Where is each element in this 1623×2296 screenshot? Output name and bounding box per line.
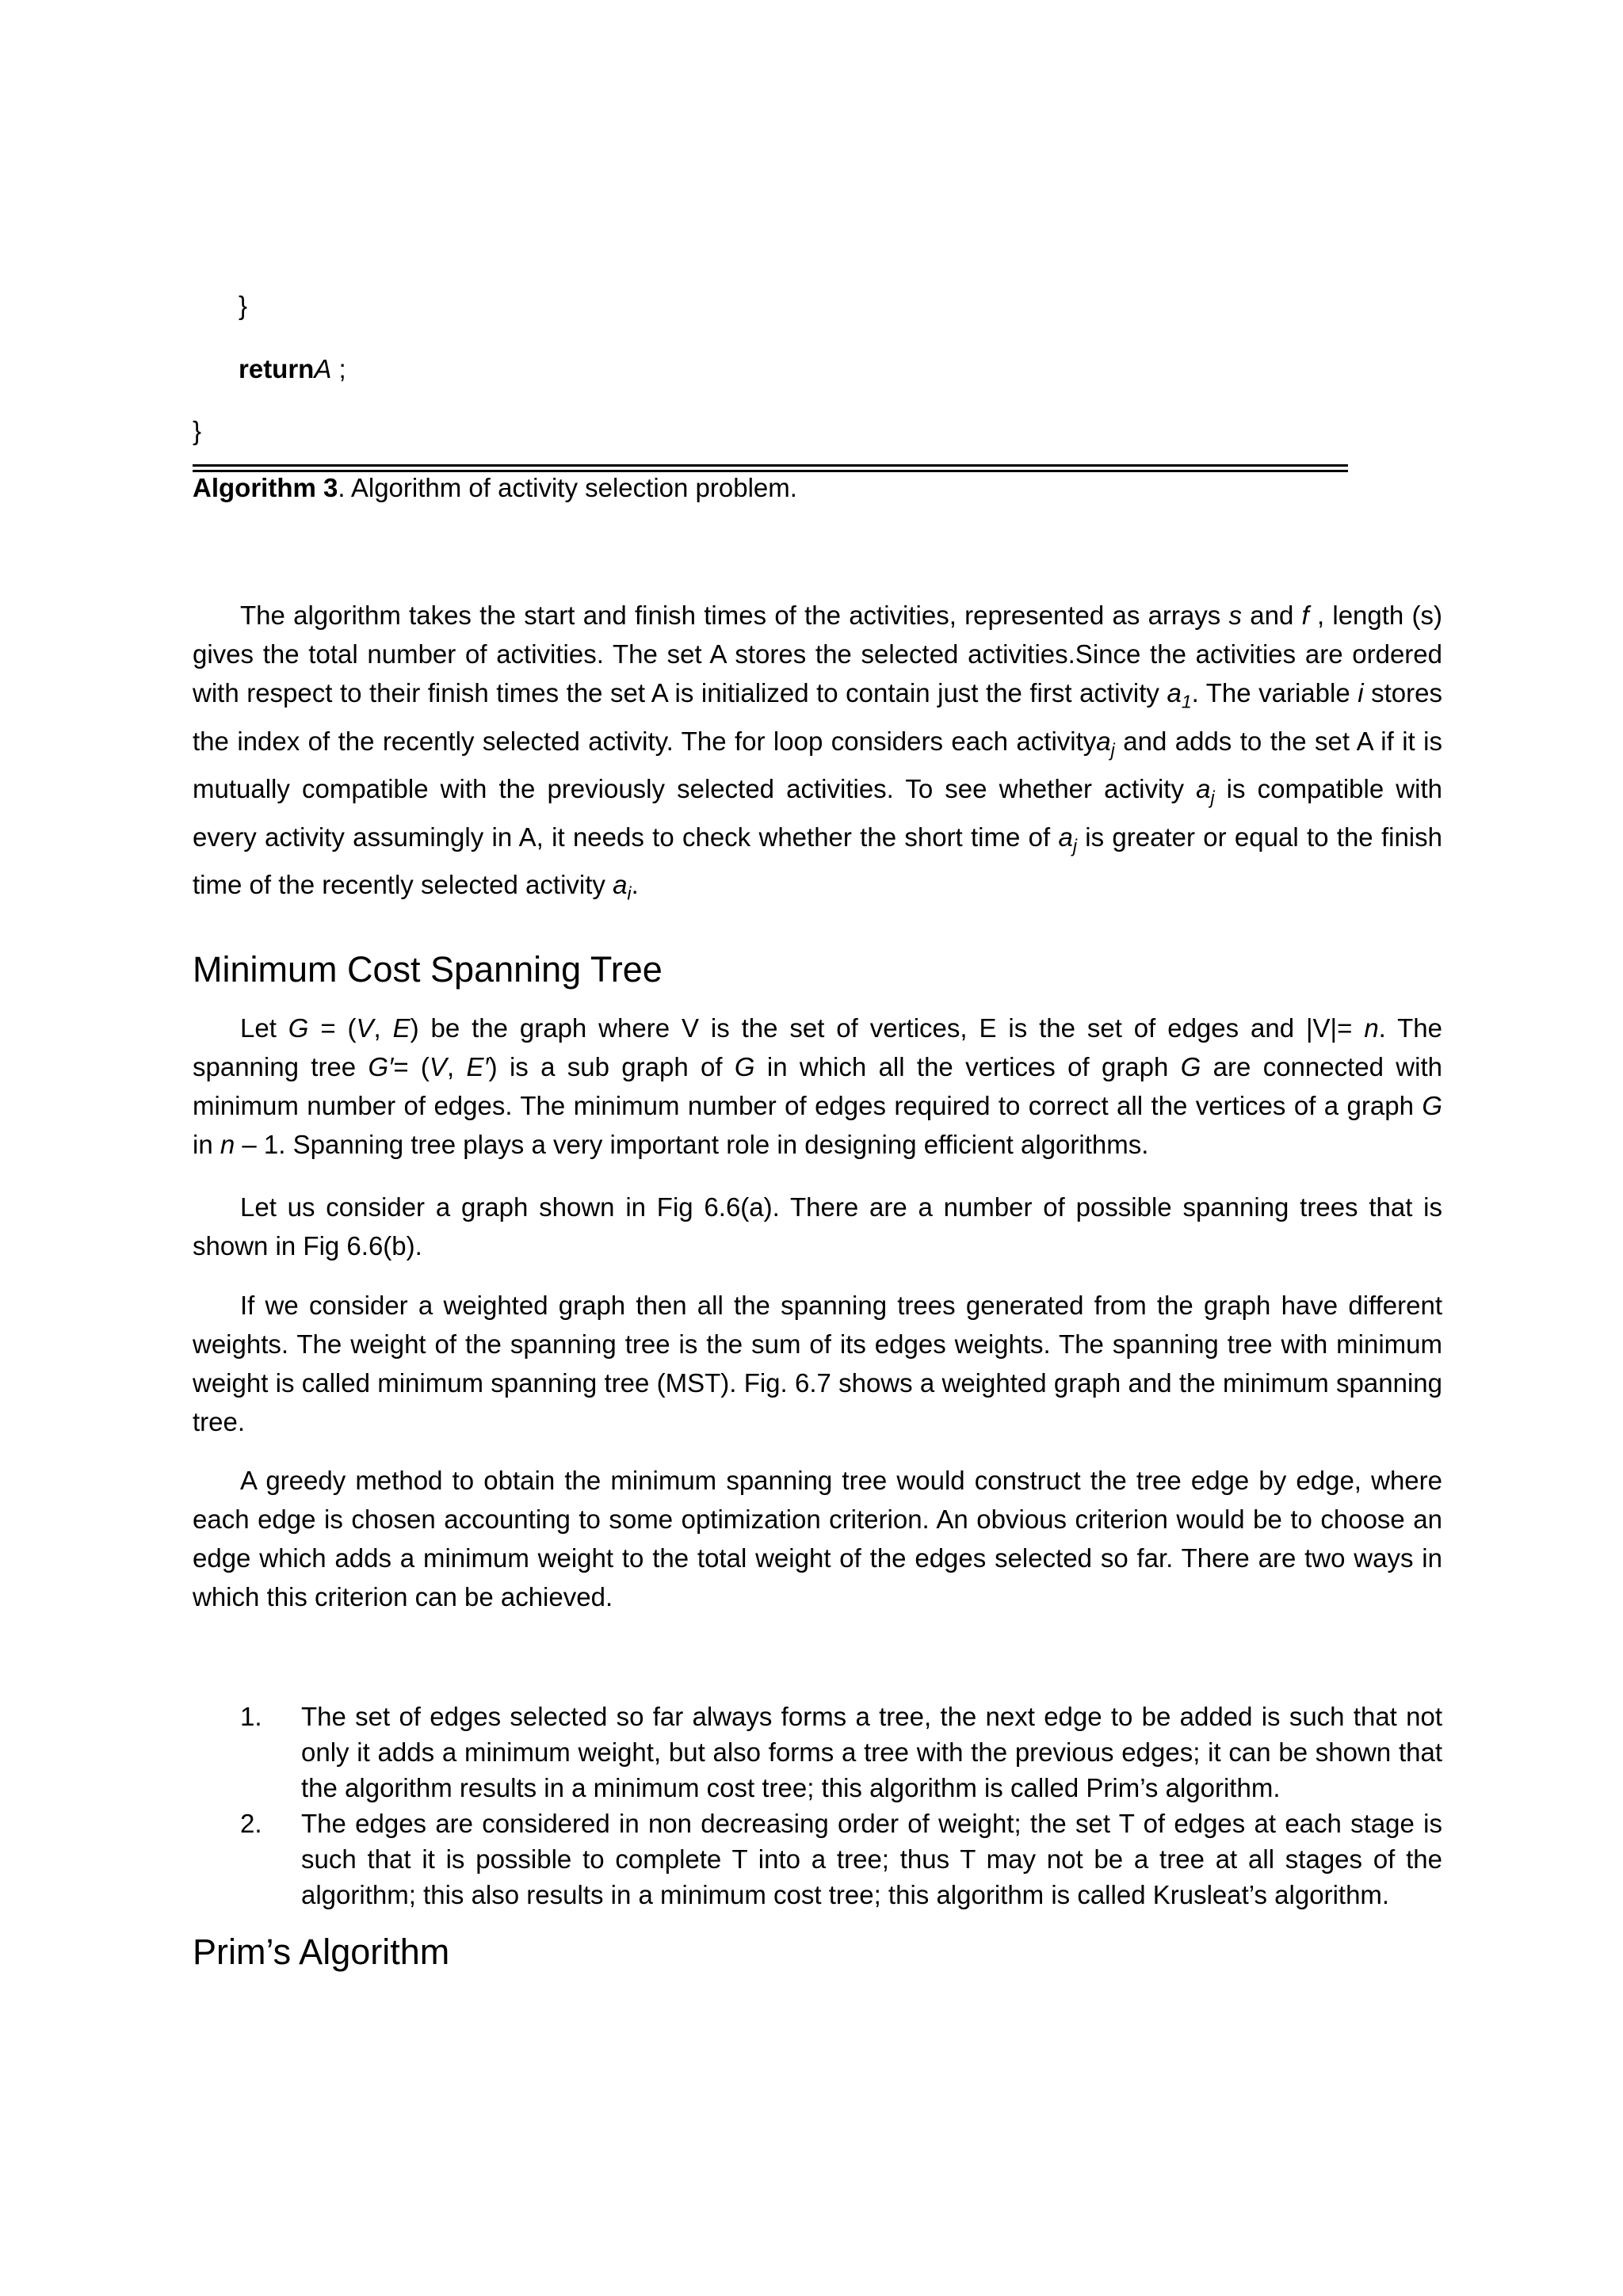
var-ai: a <box>613 870 628 900</box>
var-i: i <box>1358 678 1364 707</box>
code-inner-brace: } <box>239 291 248 320</box>
list-item-number: 1. <box>240 1702 262 1731</box>
var-G: G <box>734 1052 755 1081</box>
mst-paragraph-4: A greedy method to obtain the minimum spanning tree would construct the tree edge by edge, where each edge is chosen accounting to some optimization criterion. An obvious criterion would be to choose an edge which adds a minimum weight to the total weight of the edges selected so far. There are two ways in which this criterion can be achieved. <box>193 1466 1442 1611</box>
intro-text: is greater or equal to the finish time of the recently selected activity <box>193 822 1442 900</box>
section-heading-mst: Minimum Cost Spanning Tree <box>193 949 663 990</box>
mst-paragraph-2: Let us consider a graph shown in Fig 6.6(a). There are a number of possible spanning trees that is shown in Fig 6.6(b). <box>193 1192 1442 1261</box>
var-G: G <box>1180 1052 1201 1081</box>
mst-text: . The spanning tree <box>193 1013 1443 1081</box>
section-heading-prims: Prim’s Algorithm <box>193 1932 450 1972</box>
var-f: f <box>1301 601 1309 630</box>
var-V: V <box>356 1013 374 1043</box>
return-semicolon: ; <box>331 354 346 383</box>
var-s: s <box>1228 601 1243 630</box>
mst-text: – 1. Spanning tree plays a very important role in designing efficient algorithms. <box>235 1130 1149 1159</box>
intro-text: . The variable <box>1191 678 1358 707</box>
caption-text: . Algorithm of activity selection problem. <box>338 473 797 502</box>
intro-text: The algorithm takes the start and finish times of the activities, represented as arrays <box>240 601 1229 630</box>
list-item-text: The set of edges selected so far always forms a tree, the next edge to be added is such that not only it adds a minimum weight, but also forms a tree with the previous edges; it can be shown that the algorithm results in a minimum cost tree; this algorithm is called Prim’s algorithm. <box>301 1702 1442 1802</box>
var-aj-sub: j <box>1072 835 1077 856</box>
var-aj: a <box>1196 774 1211 804</box>
criteria-list <box>193 1699 1442 1913</box>
mst-text: = ( <box>393 1052 430 1081</box>
var-aj-sub: j <box>1110 739 1115 761</box>
mst-text: , <box>373 1013 393 1043</box>
var-V: V <box>429 1052 447 1081</box>
var-G: G <box>288 1013 309 1043</box>
var-aj: a <box>1096 726 1111 756</box>
intro-text: and adds to the set A if it is mutually compatible with the previously selected activities. To see whether activity <box>193 726 1442 804</box>
var-E-prime: E′ <box>466 1052 489 1081</box>
var-n: n <box>220 1130 235 1159</box>
mst-text: , <box>446 1052 467 1081</box>
intro-text: , length (s) gives the total number of activities. The set A stores the selected activities.Since the activities are ordered with respect to their finish times the set A is initialized to contain just the first activity <box>193 601 1442 707</box>
caption-label: Algorithm 3 <box>193 473 338 502</box>
mst-text: Let <box>240 1013 288 1043</box>
var-G: G <box>1422 1091 1442 1120</box>
mst-text: are connected with minimum number of edges. The minimum number of edges required to correct all the vertices of a graph <box>193 1052 1442 1120</box>
mst-text: in which all the vertices of graph <box>754 1052 1181 1081</box>
caption-rule-top <box>193 464 1348 467</box>
intro-text: is compatible with every activity assumingly in A, it needs to check whether the short time of <box>193 774 1442 852</box>
mst-paragraph-3: If we consider a weighted graph then all the spanning trees generated from the graph have different weights. The weight of the spanning tree is the sum of its edges weights. The spanning tree with minimum weight is called minimum spanning tree (MST). Fig. 6.7 shows a weighted graph and the minimum spanning tree. <box>193 1291 1442 1436</box>
algorithm-caption <box>193 472 797 504</box>
mst-text: = ( <box>308 1013 357 1043</box>
return-keyword: return <box>239 354 315 383</box>
var-aj: a <box>1058 822 1073 852</box>
intro-text: . <box>631 870 639 900</box>
mst-text: ) be the graph where V is the set of vertices, E is the set of edges and |V|= <box>410 1013 1365 1043</box>
var-aj-sub: j <box>1210 787 1215 808</box>
code-outer-brace: } <box>193 416 202 445</box>
return-variable: A <box>314 354 332 383</box>
var-a1: a <box>1167 678 1182 707</box>
var-a1-sub: 1 <box>1181 691 1192 712</box>
mst-text: ) is a sub graph of <box>488 1052 735 1081</box>
mst-paragraph-1 <box>193 1009 1442 1164</box>
var-ai-sub: i <box>627 883 632 904</box>
var-E: E <box>392 1013 411 1043</box>
code-return-line <box>239 353 346 385</box>
intro-text: stores the index of the recently selected activity. The for loop considers each activity <box>193 678 1442 756</box>
intro-text: and <box>1242 601 1302 630</box>
list-item <box>193 1699 1442 1806</box>
intro-paragraph <box>193 596 1442 913</box>
var-n: n <box>1364 1013 1379 1043</box>
list-item-text: The edges are considered in non decreasing order of weight; the set T of edges at each stage is such that it is possible to complete T into a tree; thus T may not be a tree at all stages of the algorithm; this also results in a minimum cost tree; this algorithm is called Krusleat’s algorithm. <box>301 1809 1442 1909</box>
mst-text: in <box>193 1130 220 1159</box>
list-item-number: 2. <box>240 1809 262 1838</box>
list-item <box>193 1806 1442 1913</box>
var-G-prime: G′ <box>368 1052 394 1081</box>
